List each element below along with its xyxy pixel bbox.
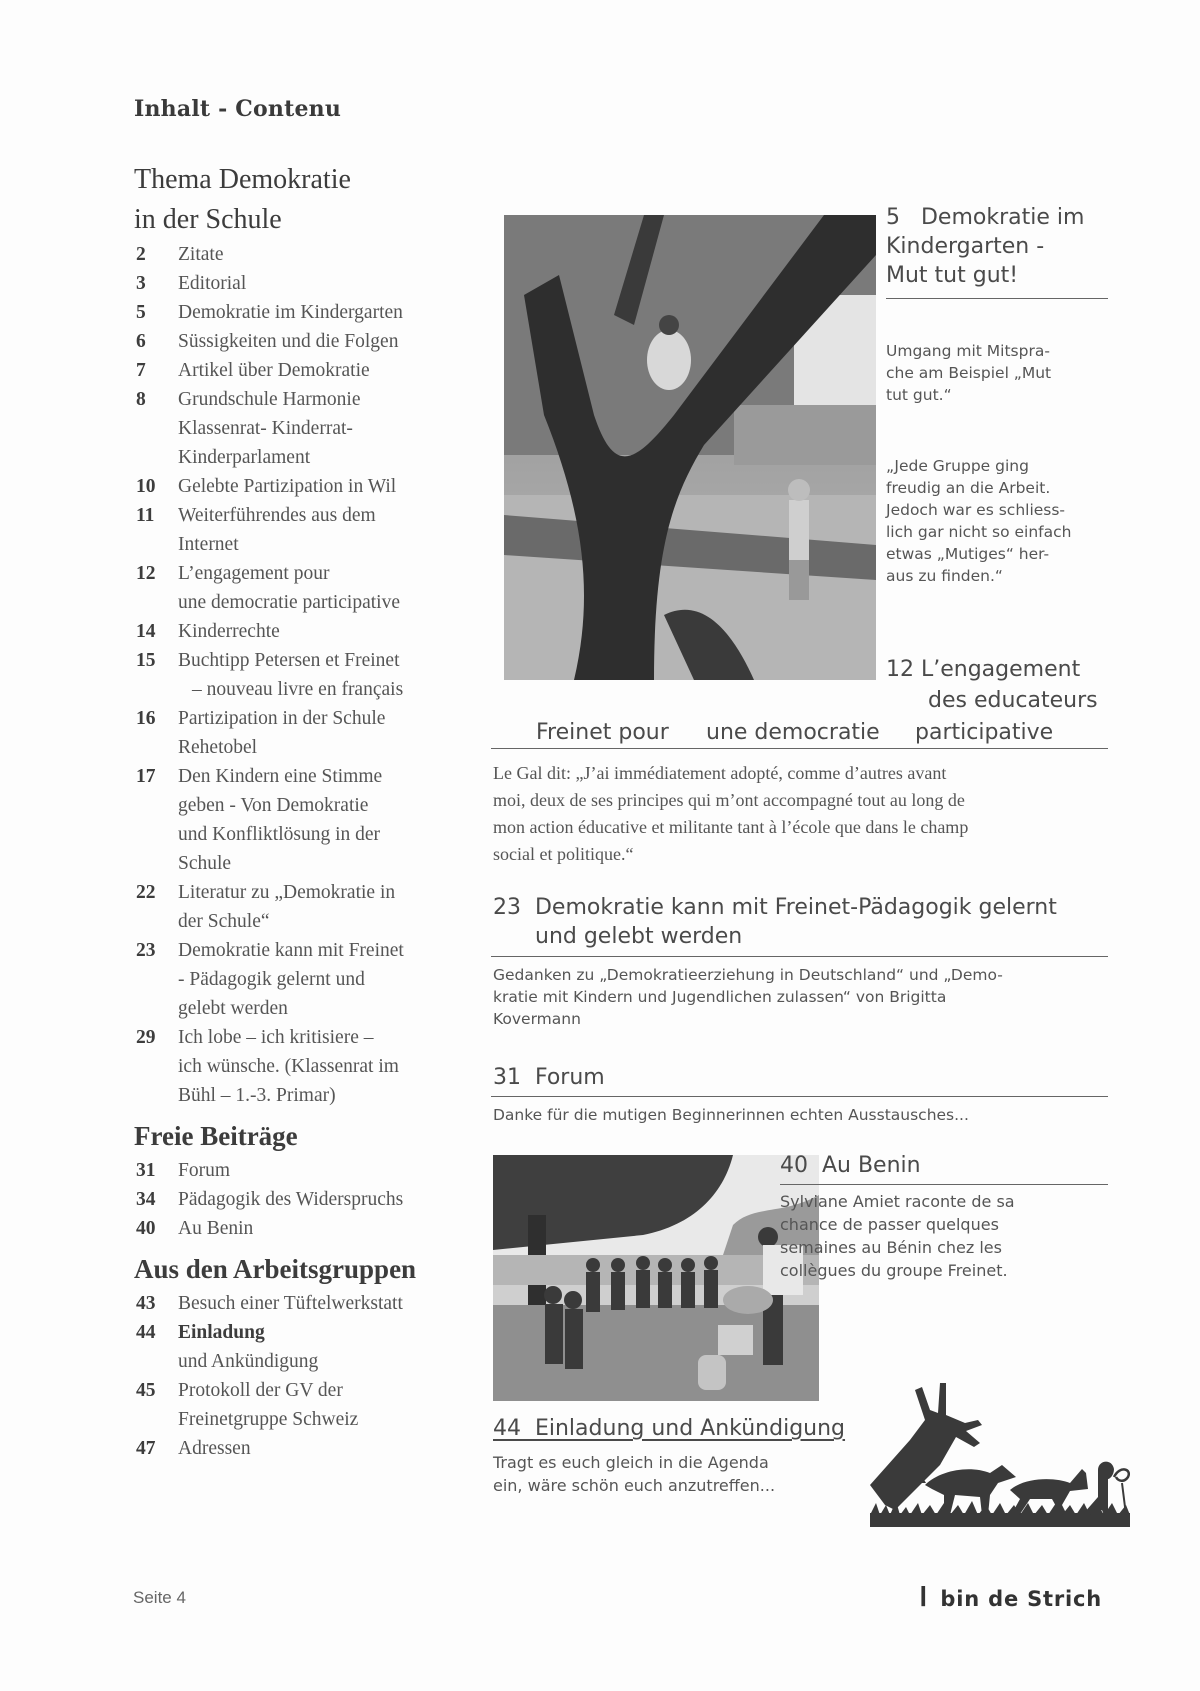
toc-item[interactable]: [134, 1318, 474, 1376]
toc-entry-title: [178, 501, 474, 559]
toc-page-number: 17: [136, 766, 156, 787]
divider: [491, 748, 1108, 749]
toc-item[interactable]: [134, 1376, 474, 1434]
body-line: Sylviane Amiet raconte de sa: [780, 1192, 1015, 1211]
toc-page-number: 34: [136, 1189, 156, 1210]
body-line: Tragt es euch gleich in die Agenda: [493, 1453, 769, 1472]
article-engagement-title-part[interactable]: Freinet pour: [536, 720, 669, 745]
toc-entry-line: und Konfliktlösung in der: [178, 824, 381, 845]
toc-entry-line: Kinderrechte: [178, 621, 280, 642]
toc-item[interactable]: [134, 762, 474, 878]
toc-entry-line: geben - Von Demokratie: [178, 795, 369, 816]
divider: [491, 956, 1108, 957]
toc-item[interactable]: [134, 1023, 474, 1110]
toc-item[interactable]: [134, 1434, 474, 1463]
toc-list: [134, 240, 474, 1110]
article-engagement-title-line2[interactable]: des educateurs: [928, 688, 1098, 713]
quote-line: „Jede Gruppe ging: [886, 457, 1029, 475]
toc-page-number: 11: [136, 505, 155, 526]
divider: [886, 298, 1108, 299]
toc-entry-line: Protokoll der GV der: [178, 1380, 343, 1401]
article-title-line: 5 Demokratie im: [886, 205, 1085, 230]
toc-page-number: 43: [136, 1293, 156, 1314]
toc-entry-title: [178, 385, 474, 472]
toc-entry-line: Besuch einer Tüftelwerkstatt: [178, 1293, 403, 1314]
article-benin-body: [780, 1190, 1110, 1282]
toc-section-heading: [134, 1116, 474, 1156]
toc-entry-title: [178, 762, 474, 878]
silhouette-animals-icon: [870, 1365, 1130, 1530]
toc-item[interactable]: [134, 240, 474, 269]
toc-entry-line: Pädagogik des Widerspruchs: [178, 1189, 404, 1210]
toc-entry-line: Klassenrat- Kinderrat-: [178, 418, 353, 439]
toc-entry-line: Au Benin: [178, 1218, 254, 1239]
toc-section-heading: [134, 160, 474, 240]
toc-entry-title: [178, 1185, 474, 1214]
toc-entry-line: Partizipation in der Schule: [178, 708, 386, 729]
teaser-line: Umgang mit Mitspra-: [886, 342, 1050, 360]
toc-entry-title: [178, 559, 474, 617]
toc-list: [134, 1289, 474, 1463]
toc-page-number: 40: [136, 1218, 156, 1239]
article-forum-body: Danke für die mutigen Beginnerinnen echten Ausstausches...: [493, 1106, 969, 1124]
toc-entry-title: [178, 298, 474, 327]
toc-entry-line: Artikel über Demokratie: [178, 360, 370, 381]
toc-entry-title: [178, 936, 474, 1023]
toc-item[interactable]: [134, 356, 474, 385]
article-engagement-title-part[interactable]: une democratie: [706, 720, 880, 745]
body-line: semaines au Bénin chez les: [780, 1238, 1002, 1257]
toc-item[interactable]: [134, 1185, 474, 1214]
article-engagement-body: [493, 760, 1113, 868]
toc-page-number: 45: [136, 1380, 156, 1401]
toc-item[interactable]: [134, 385, 474, 472]
toc-entry-line: Forum: [178, 1160, 231, 1181]
toc-entry-line: – nouveau livre en français: [192, 679, 404, 700]
toc-item[interactable]: [134, 1289, 474, 1318]
toc-item[interactable]: [134, 327, 474, 356]
toc-page-number: 44: [136, 1322, 156, 1343]
page-number: Seite 4: [133, 1588, 186, 1607]
toc-page-number: 5: [136, 302, 146, 323]
article-forum-title[interactable]: 31 Forum: [493, 1065, 605, 1090]
toc-entry-line: - Pädagogik gelernt und: [178, 969, 365, 990]
quote-line: lich gar nicht so einfach: [886, 523, 1072, 541]
page-title: Inhalt - Contenu: [134, 96, 342, 122]
toc-entry-line: der Schule“: [178, 911, 270, 932]
toc-entry-title: [178, 1289, 474, 1318]
article-kindergarten-quote: [886, 455, 1126, 587]
toc-page-number: 16: [136, 708, 156, 729]
toc-entry-title: [178, 1156, 474, 1185]
toc-page-number: 47: [136, 1438, 156, 1459]
silhouette-illustration: [870, 1365, 1130, 1530]
toc-entry-line: Bühl – 1.-3. Primar): [178, 1085, 336, 1106]
article-kindergarten-title[interactable]: [886, 203, 1126, 290]
body-line: mon action éducative et militante tant à l’école que dans le champ: [493, 817, 969, 837]
toc-entry-line: une democratie participative: [178, 592, 400, 613]
toc-entry-title: [178, 1318, 474, 1376]
toc-entry-line: Weiterführendes aus dem: [178, 505, 376, 526]
benin-photo-image: [493, 1155, 819, 1401]
table-of-contents: [134, 160, 474, 1463]
toc-entry-line: Gelebte Partizipation in Wil: [178, 476, 397, 497]
toc-page-number: 8: [136, 389, 146, 410]
toc-item[interactable]: [134, 1156, 474, 1185]
body-line: Gedanken zu „Demokratieerziehung in Deutschland“ und „Demo-: [493, 966, 1003, 984]
quote-line: freudig an die Arbeit.: [886, 479, 1051, 497]
teaser-line: che am Beispiel „Mut: [886, 364, 1052, 382]
toc-entry-line: und Ankündigung: [178, 1351, 319, 1372]
footer-brand: [918, 1580, 1102, 1613]
body-line: chance de passer quelques: [780, 1215, 999, 1234]
teaser-line: tut gut.“: [886, 386, 952, 404]
toc-entry-line: Ich lobe – ich kritisiere –: [178, 1027, 374, 1048]
toc-entry-title: [178, 240, 474, 269]
article-freinet-title[interactable]: [493, 893, 1113, 951]
toc-entry-title: [178, 356, 474, 385]
toc-page-number: 31: [136, 1160, 156, 1181]
toc-list: [134, 1156, 474, 1243]
quote-line: aus zu finden.“: [886, 567, 1003, 585]
toc-item[interactable]: [134, 501, 474, 559]
toc-item[interactable]: [134, 298, 474, 327]
toc-item[interactable]: [134, 472, 474, 501]
toc-section-heading-line: in der Schule: [134, 204, 282, 235]
toc-item[interactable]: [134, 936, 474, 1023]
toc-item[interactable]: [134, 269, 474, 298]
article-title-line: 23 Demokratie kann mit Freinet-Pädagogik gelernt: [493, 895, 1057, 920]
toc-entry-line: ich wünsche. (Klassenrat im: [178, 1056, 399, 1077]
quote-line: Jedoch war es schliess-: [886, 501, 1066, 519]
toc-item[interactable]: [134, 704, 474, 762]
body-line: Le Gal dit: „J’ai immédiatement adopté, comme d’autres avant: [493, 763, 947, 783]
toc-entry-title: [178, 617, 474, 646]
body-line: Kovermann: [493, 1010, 581, 1028]
divider: [780, 1184, 1108, 1185]
article-engagement-title-part[interactable]: participative: [915, 720, 1054, 745]
toc-entry-title: [178, 1023, 474, 1110]
toc-entry-line: Buchtipp Petersen et Freinet: [178, 650, 400, 671]
brand-mark: I: [919, 1580, 927, 1613]
toc-entry-title: [178, 1376, 474, 1434]
toc-entry-line: Demokratie kann mit Freinet: [178, 940, 404, 961]
toc-entry-line: Rehetobel: [178, 737, 258, 758]
toc-page-number: 10: [136, 476, 156, 497]
toc-entry-title: [178, 1214, 474, 1243]
toc-page-number: 6: [136, 331, 146, 352]
toc-item[interactable]: [134, 646, 474, 704]
toc-entry-line: gelebt werden: [178, 998, 288, 1019]
article-title-line: Kindergarten -: [886, 234, 1045, 259]
toc-entry-line: Kinderparlament: [178, 447, 311, 468]
toc-entry-title: [178, 704, 474, 762]
toc-entry-line: L’engagement pour: [178, 563, 330, 584]
toc-page-number: 2: [136, 244, 146, 265]
article-einladung-body: [493, 1451, 823, 1497]
toc-item[interactable]: [134, 878, 474, 936]
toc-page-number: 14: [136, 621, 156, 642]
body-line: moi, deux de ses principes qui m’ont accompagné tout au long de: [493, 790, 965, 810]
body-line: kratie mit Kindern und Jugendlichen zulassen“ von Brigitta: [493, 988, 947, 1006]
toc-section-heading-line: Thema Demokratie: [134, 164, 351, 195]
photo-tree-children: [504, 215, 876, 680]
toc-entry-title: [178, 646, 474, 704]
toc-entry-line: Schule: [178, 853, 232, 874]
toc-page-number: 23: [136, 940, 156, 961]
toc-entry-title: [178, 269, 474, 298]
toc-entry-title: [178, 472, 474, 501]
toc-entry-line: Grundschule Harmonie: [178, 389, 361, 410]
toc-section-heading-line: Aus den Arbeitsgruppen: [134, 1254, 417, 1284]
toc-entry-title: [178, 327, 474, 356]
toc-page-number: 22: [136, 882, 156, 903]
toc-entry-line: Zitate: [178, 244, 224, 265]
toc-page-number: 3: [136, 273, 146, 294]
toc-page-number: 15: [136, 650, 156, 671]
quote-line: etwas „Mutiges“ her-: [886, 545, 1050, 563]
article-kindergarten-teaser: [886, 340, 1116, 406]
toc-section-heading-line: Freie Beiträge: [134, 1121, 298, 1151]
toc-entry-line: Süssigkeiten und die Folgen: [178, 331, 399, 352]
toc-entry-line: Demokratie im Kindergarten: [178, 302, 403, 323]
body-line: social et politique.“: [493, 844, 634, 864]
toc-entry-title: [178, 1434, 474, 1463]
toc-page-number: 7: [136, 360, 146, 381]
toc-item[interactable]: [134, 1214, 474, 1243]
toc-item[interactable]: [134, 559, 474, 617]
article-title-line: Mut tut gut!: [886, 263, 1019, 288]
toc-section-heading: [134, 1249, 474, 1289]
toc-entry-line: Freinetgruppe Schweiz: [178, 1409, 359, 1430]
toc-entry-line: Den Kindern eine Stimme: [178, 766, 383, 787]
divider: [491, 1096, 1108, 1097]
tree-photo-image: [504, 215, 876, 680]
brand-name: bin de Strich: [940, 1587, 1103, 1611]
toc-entry-line: Einladung: [178, 1322, 265, 1343]
toc-entry-title: [178, 878, 474, 936]
toc-item[interactable]: [134, 617, 474, 646]
article-freinet-body: [493, 964, 1113, 1030]
toc-entry-line: Adressen: [178, 1438, 251, 1459]
body-line: ein, wäre schön euch anzutreffen...: [493, 1476, 776, 1495]
article-einladung-title[interactable]: 44 Einladung und Ankündigung: [493, 1416, 846, 1441]
toc-entry-line: Editorial: [178, 273, 247, 294]
article-benin-title[interactable]: 40 Au Benin: [780, 1153, 921, 1178]
article-engagement-title-line1[interactable]: 12 L’engagement: [886, 657, 1081, 682]
body-line: collègues du groupe Freinet.: [780, 1261, 1008, 1280]
article-title-line: und gelebt werden: [535, 924, 743, 949]
photo-benin-children: [493, 1155, 819, 1401]
toc-entry-line: Internet: [178, 534, 239, 555]
toc-page-number: 29: [136, 1027, 156, 1048]
toc-entry-line: Literatur zu „Demokratie in: [178, 882, 396, 903]
toc-page-number: 12: [136, 563, 156, 584]
